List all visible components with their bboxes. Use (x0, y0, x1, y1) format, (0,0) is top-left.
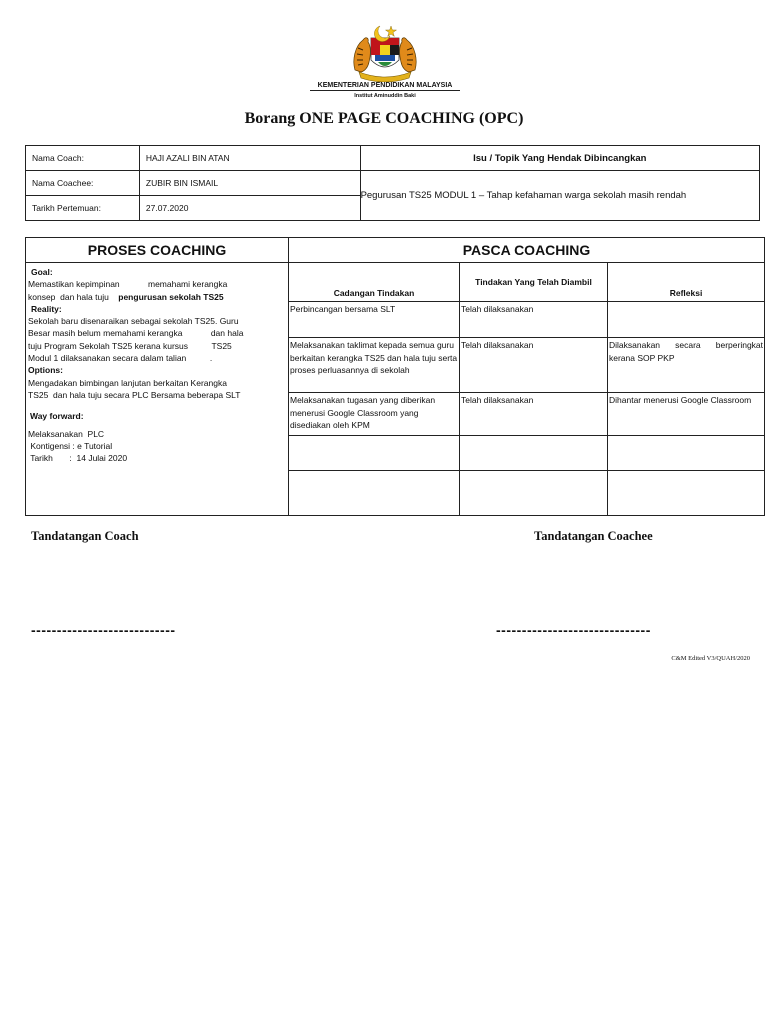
refleksi-cell: Dihantar menerusi Google Classroom (608, 393, 765, 436)
coaching-info-table (25, 145, 760, 221)
ministry-name: KEMENTERIAN PENDIDIKAN MALAYSIA (310, 82, 460, 91)
tindakan-cell: Telah dilaksanakan (460, 302, 608, 338)
coach-signature-line: ---------------------------- (31, 622, 176, 638)
topic-heading: Isu / Topik Yang Hendak Dibincangkan (360, 146, 759, 171)
reality-text-line: Besar masih belum memahami kerangka dan hala (28, 328, 244, 339)
options-label: Options: (28, 365, 63, 376)
coachee-signature-label: Tandatangan Coachee (534, 529, 653, 543)
reality-text-line: Sekolah baru disenaraikan sebagai sekolah TS25. Guru (28, 316, 239, 327)
way-forward-line: Tarikh : 14 Julai 2020 (28, 453, 128, 464)
coaching-main-table (25, 237, 765, 516)
goal-text-line: Memastikan kepimpinan memahami kerangka (28, 279, 228, 290)
topic-value: Pegurusan TS25 MODUL 1 – Tahap kefahaman warga sekolah masih rendah (360, 171, 759, 221)
cadangan-cell: Melaksanakan tugasan yang diberikan menerusi Google Classroom yang disediakan oleh KPM (289, 393, 460, 436)
coachee-name-label: Nama Coachee: (26, 171, 140, 196)
coach-name-label: Nama Coach: (26, 146, 140, 171)
cadangan-cell: Melaksanakan taklimat kepada semua guru berkaitan kerangka TS25 dan hala tuju serta proses perluasannya di sekolah (289, 338, 460, 393)
jata-negara-crest-logo (349, 22, 421, 82)
cadangan-cell (289, 471, 460, 516)
refleksi-cell: Dilaksanakan secara berperingkat kerana SOP PKP (608, 338, 765, 393)
meeting-date-value: 27.07.2020 (139, 196, 360, 221)
proses-coaching-heading: PROSES COACHING (26, 238, 289, 263)
refleksi-cell (608, 471, 765, 516)
reality-label: Reality: (31, 303, 62, 314)
tindakan-cell (460, 436, 608, 471)
way-forward-label: Way forward: (30, 411, 84, 422)
way-forward-line: Kontigensi : e Tutorial (28, 440, 113, 451)
coachee-signature-line: ------------------------------ (496, 622, 651, 638)
coach-signature-label: Tandatangan Coach (31, 529, 139, 543)
pasca-coaching-heading: PASCA COACHING (289, 238, 765, 263)
coachee-name-value: ZUBIR BIN ISMAIL (139, 171, 360, 196)
reality-text-line: Modul 1 dilaksanakan secara dalam talian . (28, 353, 213, 364)
tindakan-cell (460, 471, 608, 516)
meeting-date-label: Tarikh Pertemuan: (26, 196, 140, 221)
column-header-tindakan: Tindakan Yang Telah Diambil (460, 263, 608, 302)
column-header-cadangan: Cadangan Tindakan (289, 263, 460, 302)
cadangan-cell: Perbincangan bersama SLT (289, 302, 460, 338)
refleksi-cell (608, 302, 765, 338)
goal-text-line: konsep dan hala tuju (28, 291, 119, 302)
document-version-code: C&M Edited V3/QUAH/2020 (671, 655, 750, 662)
institute-name: Institut Aminuddin Baki (354, 93, 416, 99)
coach-name-value: HAJI AZALI BIN ATAN (139, 146, 360, 171)
options-text-line: TS25 dan hala tuju secara PLC Bersama beberapa SLT (28, 389, 241, 400)
cadangan-cell (289, 436, 460, 471)
goal-label: Goal: (31, 267, 53, 277)
way-forward-line: Melaksanakan PLC (28, 428, 105, 439)
goal-emphasis: pengurusan sekolah TS25 (118, 291, 224, 302)
refleksi-cell (608, 436, 765, 471)
form-title: Borang ONE PAGE COACHING (OPC) (244, 110, 524, 127)
tindakan-cell: Telah dilaksanakan (460, 393, 608, 436)
tindakan-cell: Telah dilaksanakan (460, 338, 608, 393)
reality-text-line: tuju Program Sekolah TS25 kerana kursus TS25 (28, 340, 232, 351)
options-text-line: Mengadakan bimbingan lanjutan berkaitan Kerangka (28, 377, 227, 388)
column-header-refleksi: Refleksi (608, 263, 765, 302)
proses-coaching-cell (26, 263, 289, 516)
